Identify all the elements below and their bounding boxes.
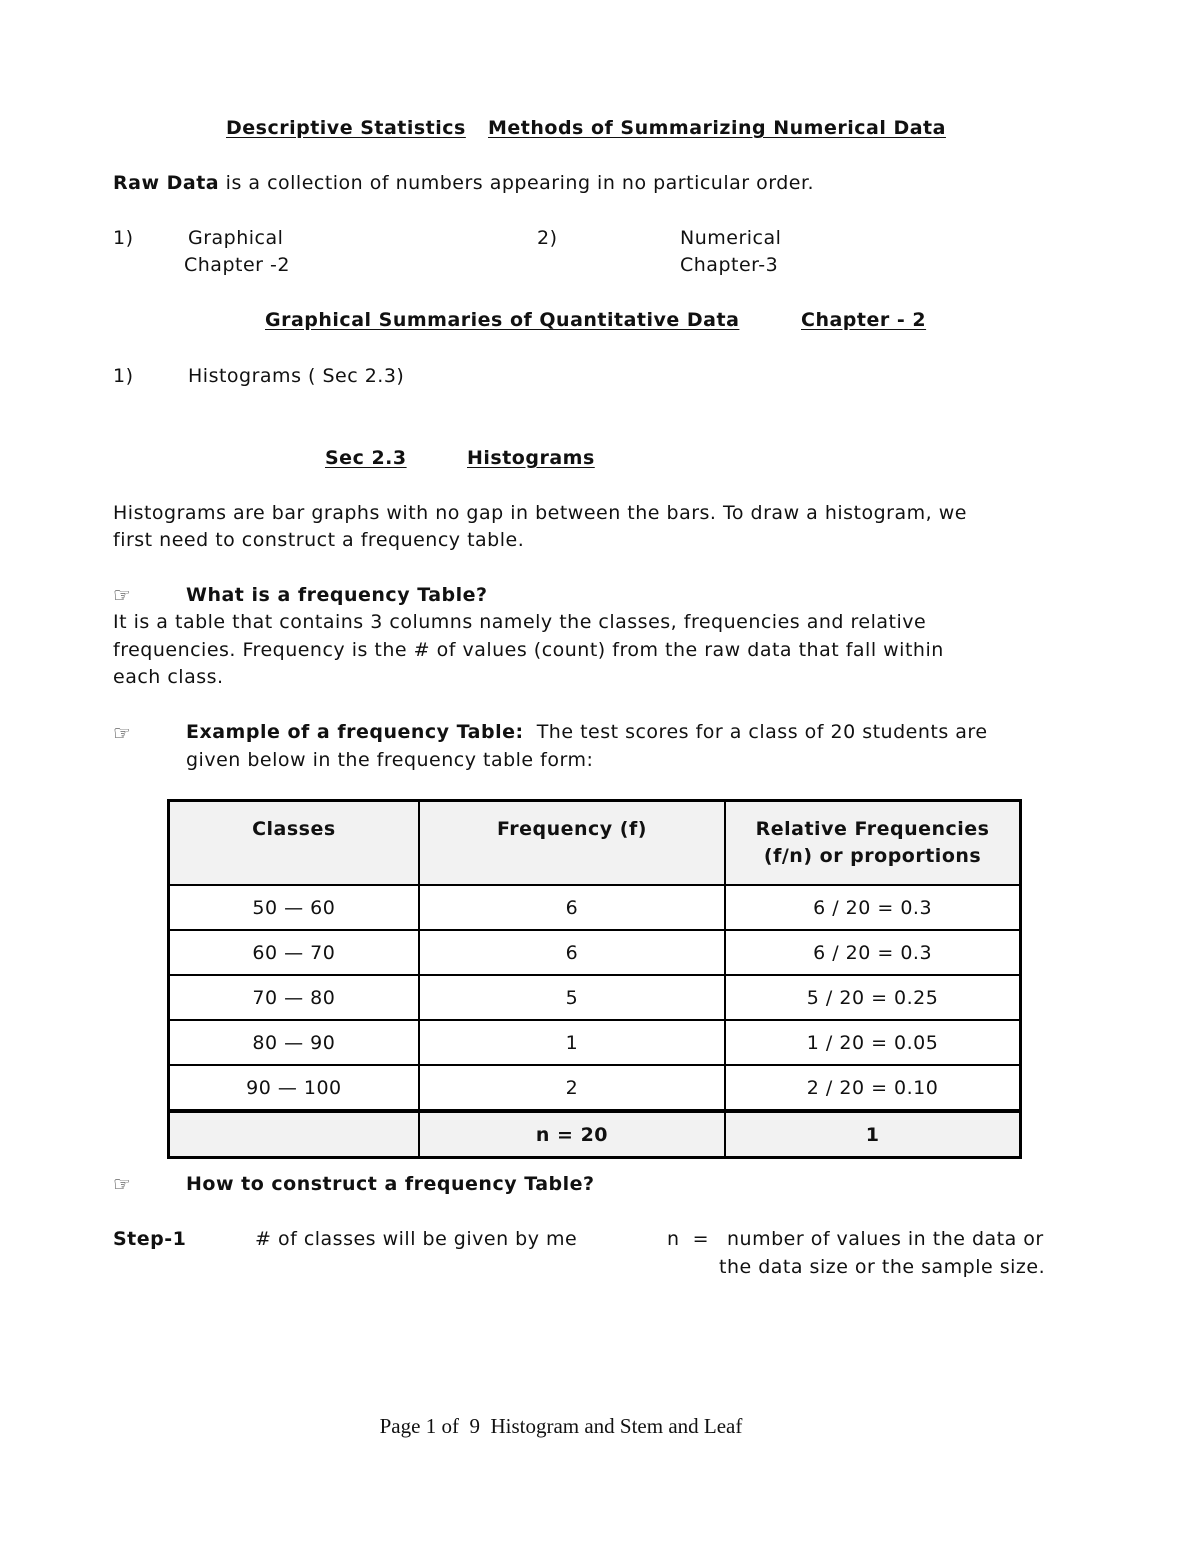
header-relative-frequencies [725,801,1020,886]
table-total-row [169,1111,1021,1158]
pointing-hand-icon: ☞ [113,583,132,607]
method-2-number: 2) [537,227,558,249]
header-classes: Classes [169,801,419,886]
method-1-number: 1) [113,227,134,249]
frequency-cell: 6 [419,930,725,975]
table-header-row [169,801,1021,886]
relative-frequency-cell: 1 / 20 = 0.05 [725,1020,1020,1065]
page-footer: Page 1 of 9 Histogram and Stem and Leaf [379,1414,743,1438]
section-title: Histograms [467,447,595,469]
example-line-1 [186,721,988,743]
header-relative-line-2: (f/n) or proportions [763,845,982,867]
graphical-list-number: 1) [113,365,134,387]
step-1-label: Step-1 [113,1228,187,1250]
raw-data-term: Raw Data [113,172,220,194]
frequency-cell: 5 [419,975,725,1020]
header-relative-line-1: Relative Frequencies [755,818,990,840]
n-definition-line-2: the data size or the sample size. [719,1256,1046,1278]
example-line-2: given below in the frequency table form: [186,749,594,771]
relative-frequency-cell: 6 / 20 = 0.3 [725,930,1020,975]
total-empty-cell [169,1111,419,1158]
raw-data-text: is a collection of numbers appearing in no particular order. [219,172,815,194]
frequency-cell: 6 [419,885,725,930]
total-n-cell: n = 20 [419,1111,725,1158]
step-1-text: # of classes will be given by me [255,1228,578,1250]
n-definition-label: n = [667,1228,710,1250]
table-row [169,885,1021,930]
header-frequency: Frequency (f) [419,801,725,886]
table-row [169,1020,1021,1065]
what-is-frequency-table: What is a frequency Table? [186,584,488,606]
class-cell: 90 — 100 [169,1065,419,1111]
method-2-name: Numerical [680,227,782,249]
relative-frequency-cell: 2 / 20 = 0.10 [725,1065,1020,1111]
what-line-3: each class. [113,666,224,688]
table-row [169,1065,1021,1111]
example-text: The test scores for a class of 20 students are [536,721,988,743]
n-definition-line-1: number of values in the data or [727,1228,1044,1250]
graphical-list-item: Histograms ( Sec 2.3) [188,365,405,387]
frequency-table [167,799,1022,1159]
frequency-cell: 2 [419,1065,725,1111]
class-cell: 70 — 80 [169,975,419,1020]
table-row [169,975,1021,1020]
intro-line-2: first need to construct a frequency table. [113,529,525,551]
relative-frequency-cell: 6 / 20 = 0.3 [725,885,1020,930]
how-to-construct: How to construct a frequency Table? [186,1173,595,1195]
class-cell: 80 — 90 [169,1020,419,1065]
example-label: Example of a frequency Table: [186,721,524,743]
section-number: Sec 2.3 [325,447,407,469]
pointing-hand-icon: ☞ [113,721,132,745]
method-1-name: Graphical [188,227,284,249]
pointing-hand-icon: ☞ [113,1172,132,1196]
table-row [169,930,1021,975]
doc-title-part1: Descriptive Statistics [226,117,466,139]
what-line-1: It is a table that contains 3 columns namely the classes, frequencies and relative [113,611,927,633]
method-2-chapter: Chapter-3 [680,254,779,276]
class-cell: 50 — 60 [169,885,419,930]
graphical-summaries-heading: Graphical Summaries of Quantitative Data [265,309,740,331]
frequency-cell: 1 [419,1020,725,1065]
intro-line-1: Histograms are bar graphs with no gap in between the bars. To draw a histogram, we [113,502,967,524]
class-cell: 60 — 70 [169,930,419,975]
relative-frequency-cell: 5 / 20 = 0.25 [725,975,1020,1020]
what-line-2: frequencies. Frequency is the # of values (count) from the raw data that fall within [113,639,944,661]
raw-data-definition [113,172,814,194]
graphical-summaries-chapter: Chapter - 2 [801,309,927,331]
total-relative-cell: 1 [725,1111,1020,1158]
method-1-chapter: Chapter -2 [184,254,290,276]
doc-title-part2: Methods of Summarizing Numerical Data [488,117,946,139]
